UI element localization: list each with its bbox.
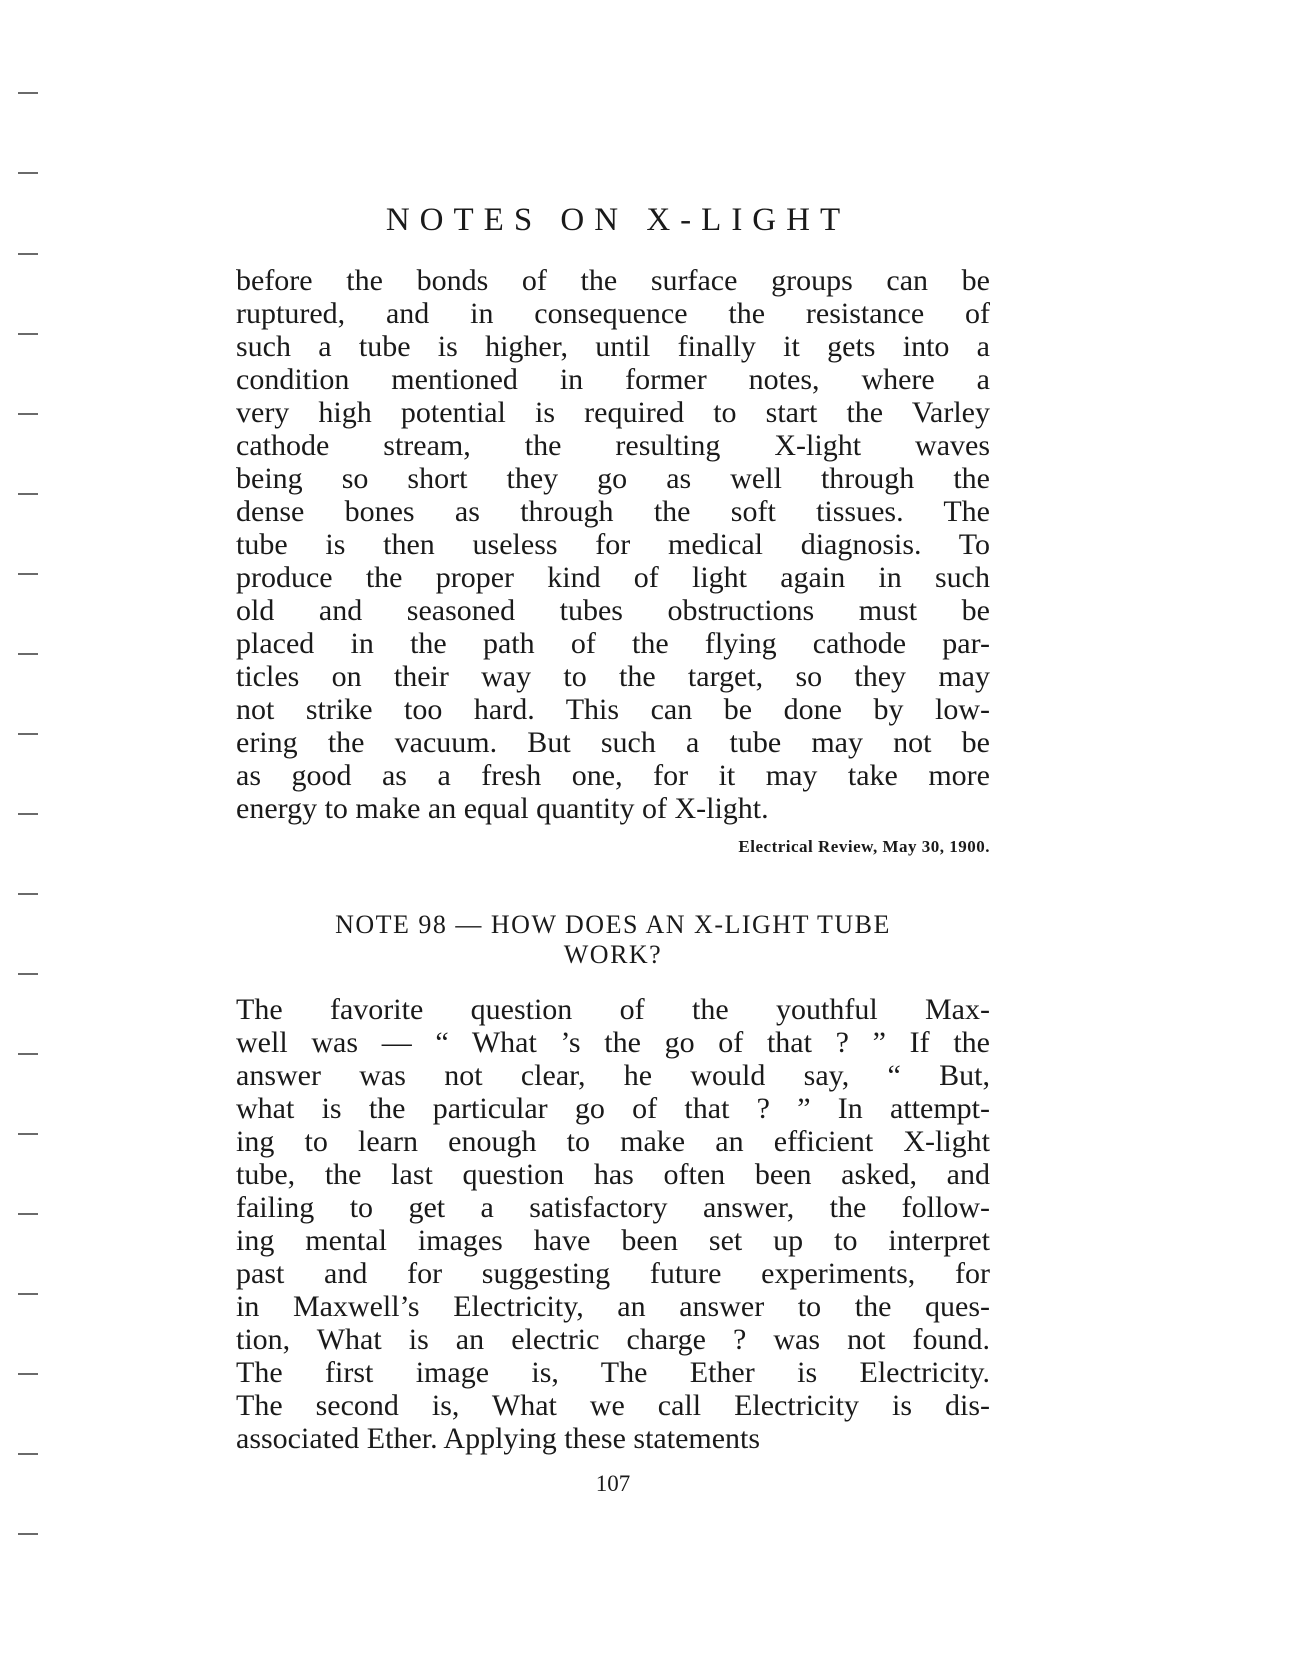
paragraph-2-line: tube, the last question has often been asked, and (236, 1158, 990, 1191)
paragraph-2-line: what is the particular go of that ? ” In attempt- (236, 1092, 990, 1125)
edge-mark (18, 1373, 38, 1375)
edge-mark (18, 333, 38, 335)
paragraph-2-line: past and for suggesting future experiments, for (236, 1257, 990, 1290)
edge-mark (18, 172, 38, 174)
edge-mark (18, 893, 38, 895)
paragraph-1-line: as good as a fresh one, for it may take more (236, 759, 990, 792)
paragraph-1-line: ering the vacuum. But such a tube may not be (236, 726, 990, 759)
paragraph-1-line: placed in the path of the flying cathode par- (236, 627, 990, 660)
paragraph-1-line: not strike too hard. This can be done by low- (236, 693, 990, 726)
paragraph-2-line: The favorite question of the youthful Max- (236, 993, 990, 1026)
paragraph-1-line: before the bonds of the surface groups can be (236, 264, 990, 297)
paragraph-1-line: being so short they go as well through the (236, 462, 990, 495)
paragraph-2-line: tion, What is an electric charge ? was not found. (236, 1323, 990, 1356)
edge-mark (18, 92, 38, 94)
paragraph-2-line: ing to learn enough to make an efficient X-light (236, 1125, 990, 1158)
edge-mark (18, 1213, 38, 1215)
edge-mark (18, 493, 38, 495)
edge-mark (18, 733, 38, 735)
edge-mark (18, 1293, 38, 1295)
paragraph-1-line: condition mentioned in former notes, where a (236, 363, 990, 396)
edge-mark (18, 253, 38, 255)
note-heading (236, 910, 990, 970)
edge-mark (18, 573, 38, 575)
paragraph-2-line: The second is, What we call Electricity is dis- (236, 1389, 990, 1422)
edge-mark (18, 1133, 38, 1135)
edge-mark (18, 413, 38, 415)
paragraph-1-line: dense bones as through the soft tissues. The (236, 495, 990, 528)
edge-mark (18, 1053, 38, 1055)
edge-mark (18, 1533, 38, 1535)
paragraph-1-line: ruptured, and in consequence the resistance of (236, 297, 990, 330)
paragraph-1-line: old and seasoned tubes obstructions must be (236, 594, 990, 627)
paragraph-1-line: ticles on their way to the target, so they may (236, 660, 990, 693)
paragraph-2-line: associated Ether. Applying these statements (236, 1422, 761, 1455)
paragraph-1-line: tube is then useless for medical diagnosis. To (236, 528, 990, 561)
note-heading-line-2: WORK? (563, 940, 663, 969)
edge-mark (18, 973, 38, 975)
edge-mark (18, 1453, 38, 1455)
citation: Electrical Review, May 30, 1900. (738, 837, 990, 856)
paragraph-2-line: well was — “ What ’s the go of that ? ” If the (236, 1026, 990, 1059)
paragraph-2-line: in Maxwell’s Electricity, an answer to the ques- (236, 1290, 990, 1323)
paragraph-2-line: answer was not clear, he would say, “ But, (236, 1059, 990, 1092)
paragraph-2-line: ing mental images have been set up to interpret (236, 1224, 990, 1257)
paragraph-1-line: energy to make an equal quantity of X-light. (236, 792, 769, 825)
edge-mark (18, 653, 38, 655)
paragraph-1-line: very high potential is required to start the Varley (236, 396, 990, 429)
paragraph-note-98 (236, 993, 990, 1455)
paragraph-1-line: cathode stream, the resulting X-light waves (236, 429, 990, 462)
note-heading-line-1: NOTE 98 — HOW DOES AN X-LIGHT TUBE (335, 910, 891, 939)
paragraph-1-line: produce the proper kind of light again in such (236, 561, 990, 594)
page-number: 107 (595, 1471, 631, 1496)
paragraph-continuation (236, 264, 990, 825)
paragraph-1-line: such a tube is higher, until finally it gets into a (236, 330, 990, 363)
paragraph-2-line: failing to get a satisfactory answer, the follow- (236, 1191, 990, 1224)
paragraph-2-line: The first image is, The Ether is Electricity. (236, 1356, 990, 1389)
edge-mark (18, 813, 38, 815)
running-head: NOTES ON X-LIGHT (385, 202, 851, 238)
binding-edge-marks (18, 0, 48, 1659)
